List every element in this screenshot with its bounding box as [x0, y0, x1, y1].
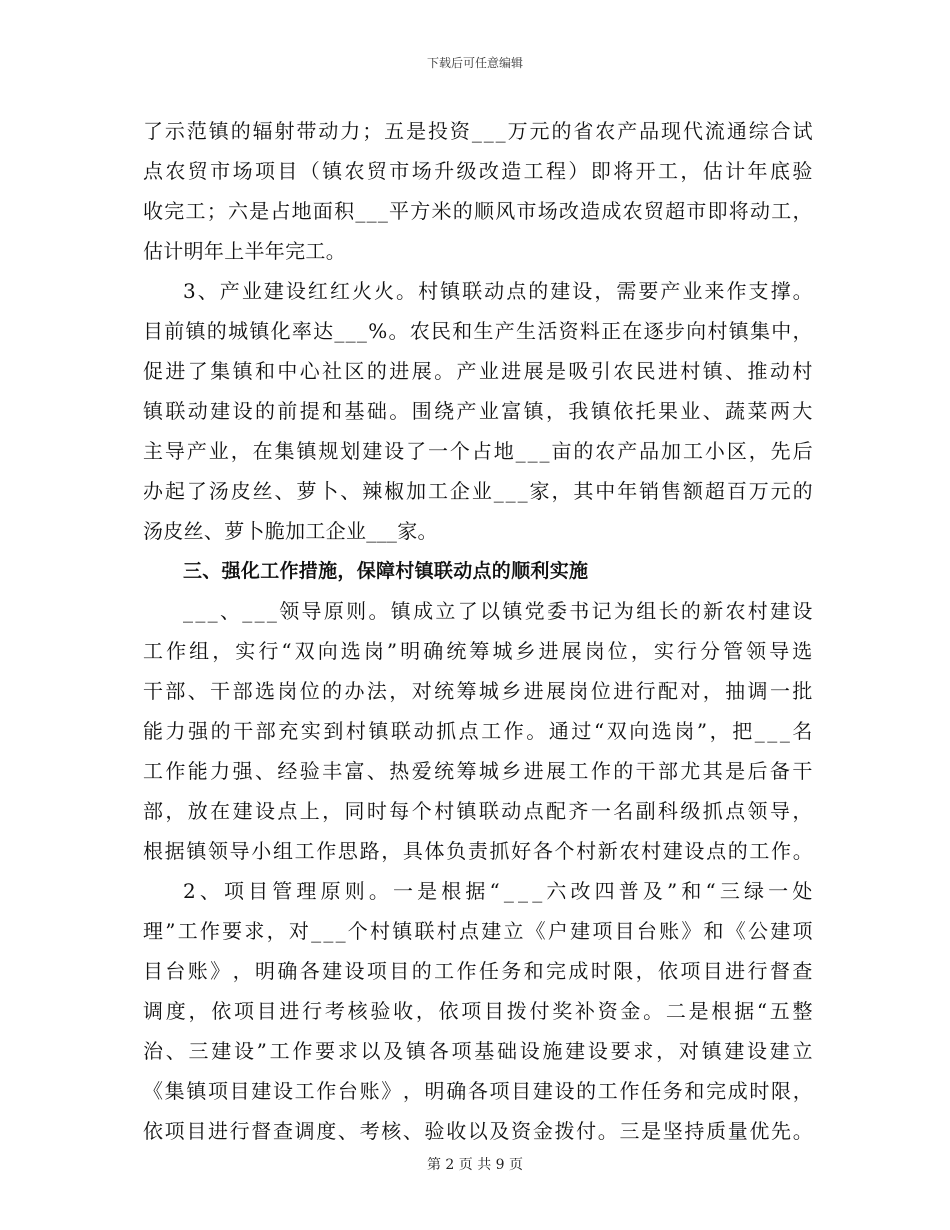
paragraph-line: 理 ” 工 作 要 求 ， 对 _ _ _ 个 村 镇 联 村 点 建 立 《 户 建 项 目 台 账 》 和 《 公 建 项	[143, 919, 813, 943]
paragraph-line: 估计明年上半年完工。	[143, 239, 346, 263]
header-note: 下载后可任意编辑	[426, 56, 523, 70]
paragraph-line: 办 起 了 汤 皮 丝 、 萝 卜 、 辣 椒 加 工 企 业 _ _ _ 家 ， 其 中 年 销 售 额 超 百 万 元 的	[143, 479, 813, 503]
paragraph-line: 镇 联 动 建 设 的 前 提 和 基 础 。 围 绕 产 业 富 镇 ， 我 镇 依 托 果 业 、 蔬 菜 两 大	[143, 399, 813, 423]
paragraph-line: 收 完 工 ； 六 是 占 地 面 积 _ _ _ 平 方 米 的 顺 风 市 场 改 造 成 农 贸 超 市 即 将 动 工 ，	[143, 199, 813, 223]
paragraph-line: 部 ， 放 在 建 设 点 上 ， 同 时 每 个 村 镇 联 动 点 配 齐 一 名 副 科 级 抓 点 领 导 ，	[143, 799, 813, 823]
paragraph-line: 依 项 目 进 行 督 查 调 度 、 考 核 、 验 收 以 及 资 金 拨 付 。 三 是 坚 持 质 量 优 先 。	[143, 1119, 813, 1143]
paragraph-line: 点 农 贸 市 场 项 目 （ 镇 农 贸 市 场 升 级 改 造 工 程 ） 即 将 开 工 ， 估 计 年 底 验	[143, 159, 813, 183]
paragraph-line: 促 进 了 集 镇 和 中 心 社 区 的 进 展 。 产 业 进 展 是 吸 引 农 民 进 村 镇 、 推 动 村	[143, 359, 813, 383]
paragraph-line: 能 力 强 的 干 部 充 实 到 村 镇 联 动 抓 点 工 作 。 通 过 “ 双 向 选 岗 ” ， 把 _ _ _ 名	[143, 719, 813, 743]
paragraph-line: 了 示 范 镇 的 辐 射 带 动 力 ； 五 是 投 资 _ _ _ 万 元 的 省 农 产 品 现 代 流 通 综 合 试	[143, 119, 813, 143]
paragraph-line: 工 作 组 ， 实 行 “ 双 向 选 岗 ” 明 确 统 筹 城 乡 进 展 岗 位 ， 实 行 分 管 领 导 选	[143, 639, 813, 663]
document-body	[143, 111, 813, 1151]
paragraph-line: 根 据 镇 领 导 小 组 工 作 思 路 ， 具 体 负 责 抓 好 各 个 村 新 农 村 建 设 点 的 工 作 。	[143, 839, 813, 863]
paragraph-line: 干 部 、 干 部 选 岗 位 的 办 法 ， 对 统 筹 城 乡 进 展 岗 位 进 行 配 对 ， 抽 调 一 批	[143, 679, 813, 703]
paragraph-line: 主 导 产 业 ， 在 集 镇 规 划 建 设 了 一 个 占 地 _ _ _ 亩 的 农 产 品 加 工 小 区 ， 先 后	[143, 439, 813, 463]
paragraph-line: 目 台 账 》 ， 明 确 各 建 设 项 目 的 工 作 任 务 和 完 成 时 限 ， 依 项 目 进 行 督 查	[143, 959, 813, 983]
page-number: 第 2 页 共 9 页	[426, 1157, 524, 1173]
section-heading: 三、强化工作措施，保障村镇联动点的顺利实施	[183, 560, 589, 582]
paragraph-line: 3 、 产 业 建 设 红 红 火 火 。 村 镇 联 动 点 的 建 设 ， 需 要 产 业 来 作 支 撑 。	[183, 279, 813, 303]
paragraph-line: 工 作 能 力 强 、 经 验 丰 富 、 热 爱 统 筹 城 乡 进 展 工 作 的 干 部 尤 其 是 后 备 干	[143, 759, 813, 783]
paragraph-line: 汤皮丝、萝卜脆加工企业___家。	[143, 519, 438, 543]
paragraph-line: 《 集 镇 项 目 建 设 工 作 台 账 》 ， 明 确 各 项 目 建 设 的 工 作 任 务 和 完 成 时 限 ，	[143, 1079, 813, 1103]
paragraph-line: 治 、 三 建 设 ” 工 作 要 求 以 及 镇 各 项 基 础 设 施 建 设 要 求 ， 对 镇 建 设 建 立	[143, 1039, 813, 1063]
paragraph-line: _ _ _ 、 _ _ _ 领 导 原 则 。 镇 成 立 了 以 镇 党 委 书 记 为 组 长 的 新 农 村 建 设	[183, 599, 813, 623]
paragraph-line: 调 度 ， 依 项 目 进 行 考 核 验 收 ， 依 项 目 拨 付 奖 补 资 金 。 二 是 根 据 “ 五 整	[143, 999, 813, 1023]
paragraph-line: 目 前 镇 的 城 镇 化 率 达 _ _ _ % 。 农 民 和 生 产 生 活 资 料 正 在 逐 步 向 村 镇 集 中 ，	[143, 319, 813, 343]
paragraph-line: 2 、 项 目 管 理 原 则 。 一 是 根 据 “ _ _ _ 六 改 四 普 及 ” 和 “ 三 绿 一 处	[183, 879, 813, 903]
